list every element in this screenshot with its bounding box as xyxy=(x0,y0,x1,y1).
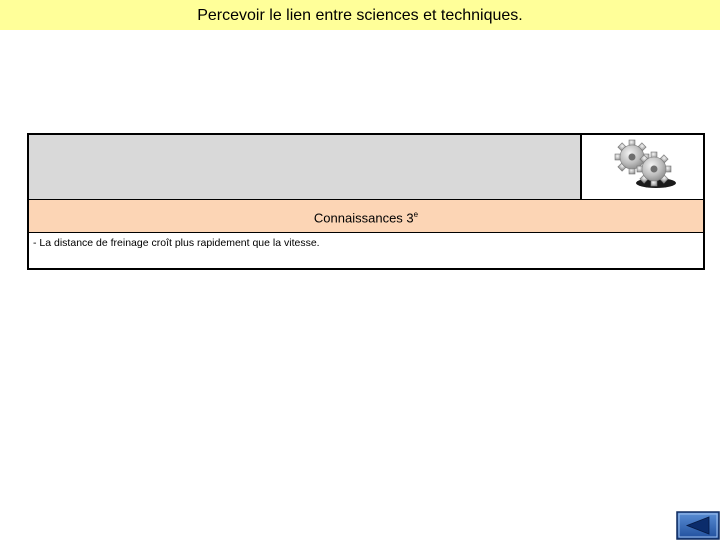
title-bar xyxy=(0,0,720,30)
knowledge-table xyxy=(27,133,705,270)
table-body-cell xyxy=(29,233,703,268)
table-body-text: - La distance de freinage croît plus rapidement que la vitesse. xyxy=(33,237,320,249)
header-superscript: e xyxy=(413,210,419,219)
header-label-text: Connaissances 3 xyxy=(313,210,414,226)
slide-title: Percevoir le lien entre sciences et techniques. xyxy=(197,7,523,24)
back-button[interactable] xyxy=(676,511,720,540)
table-header xyxy=(29,199,703,233)
table-header-label xyxy=(314,210,418,225)
gray-cell xyxy=(29,135,582,199)
gears-icon xyxy=(610,137,684,191)
